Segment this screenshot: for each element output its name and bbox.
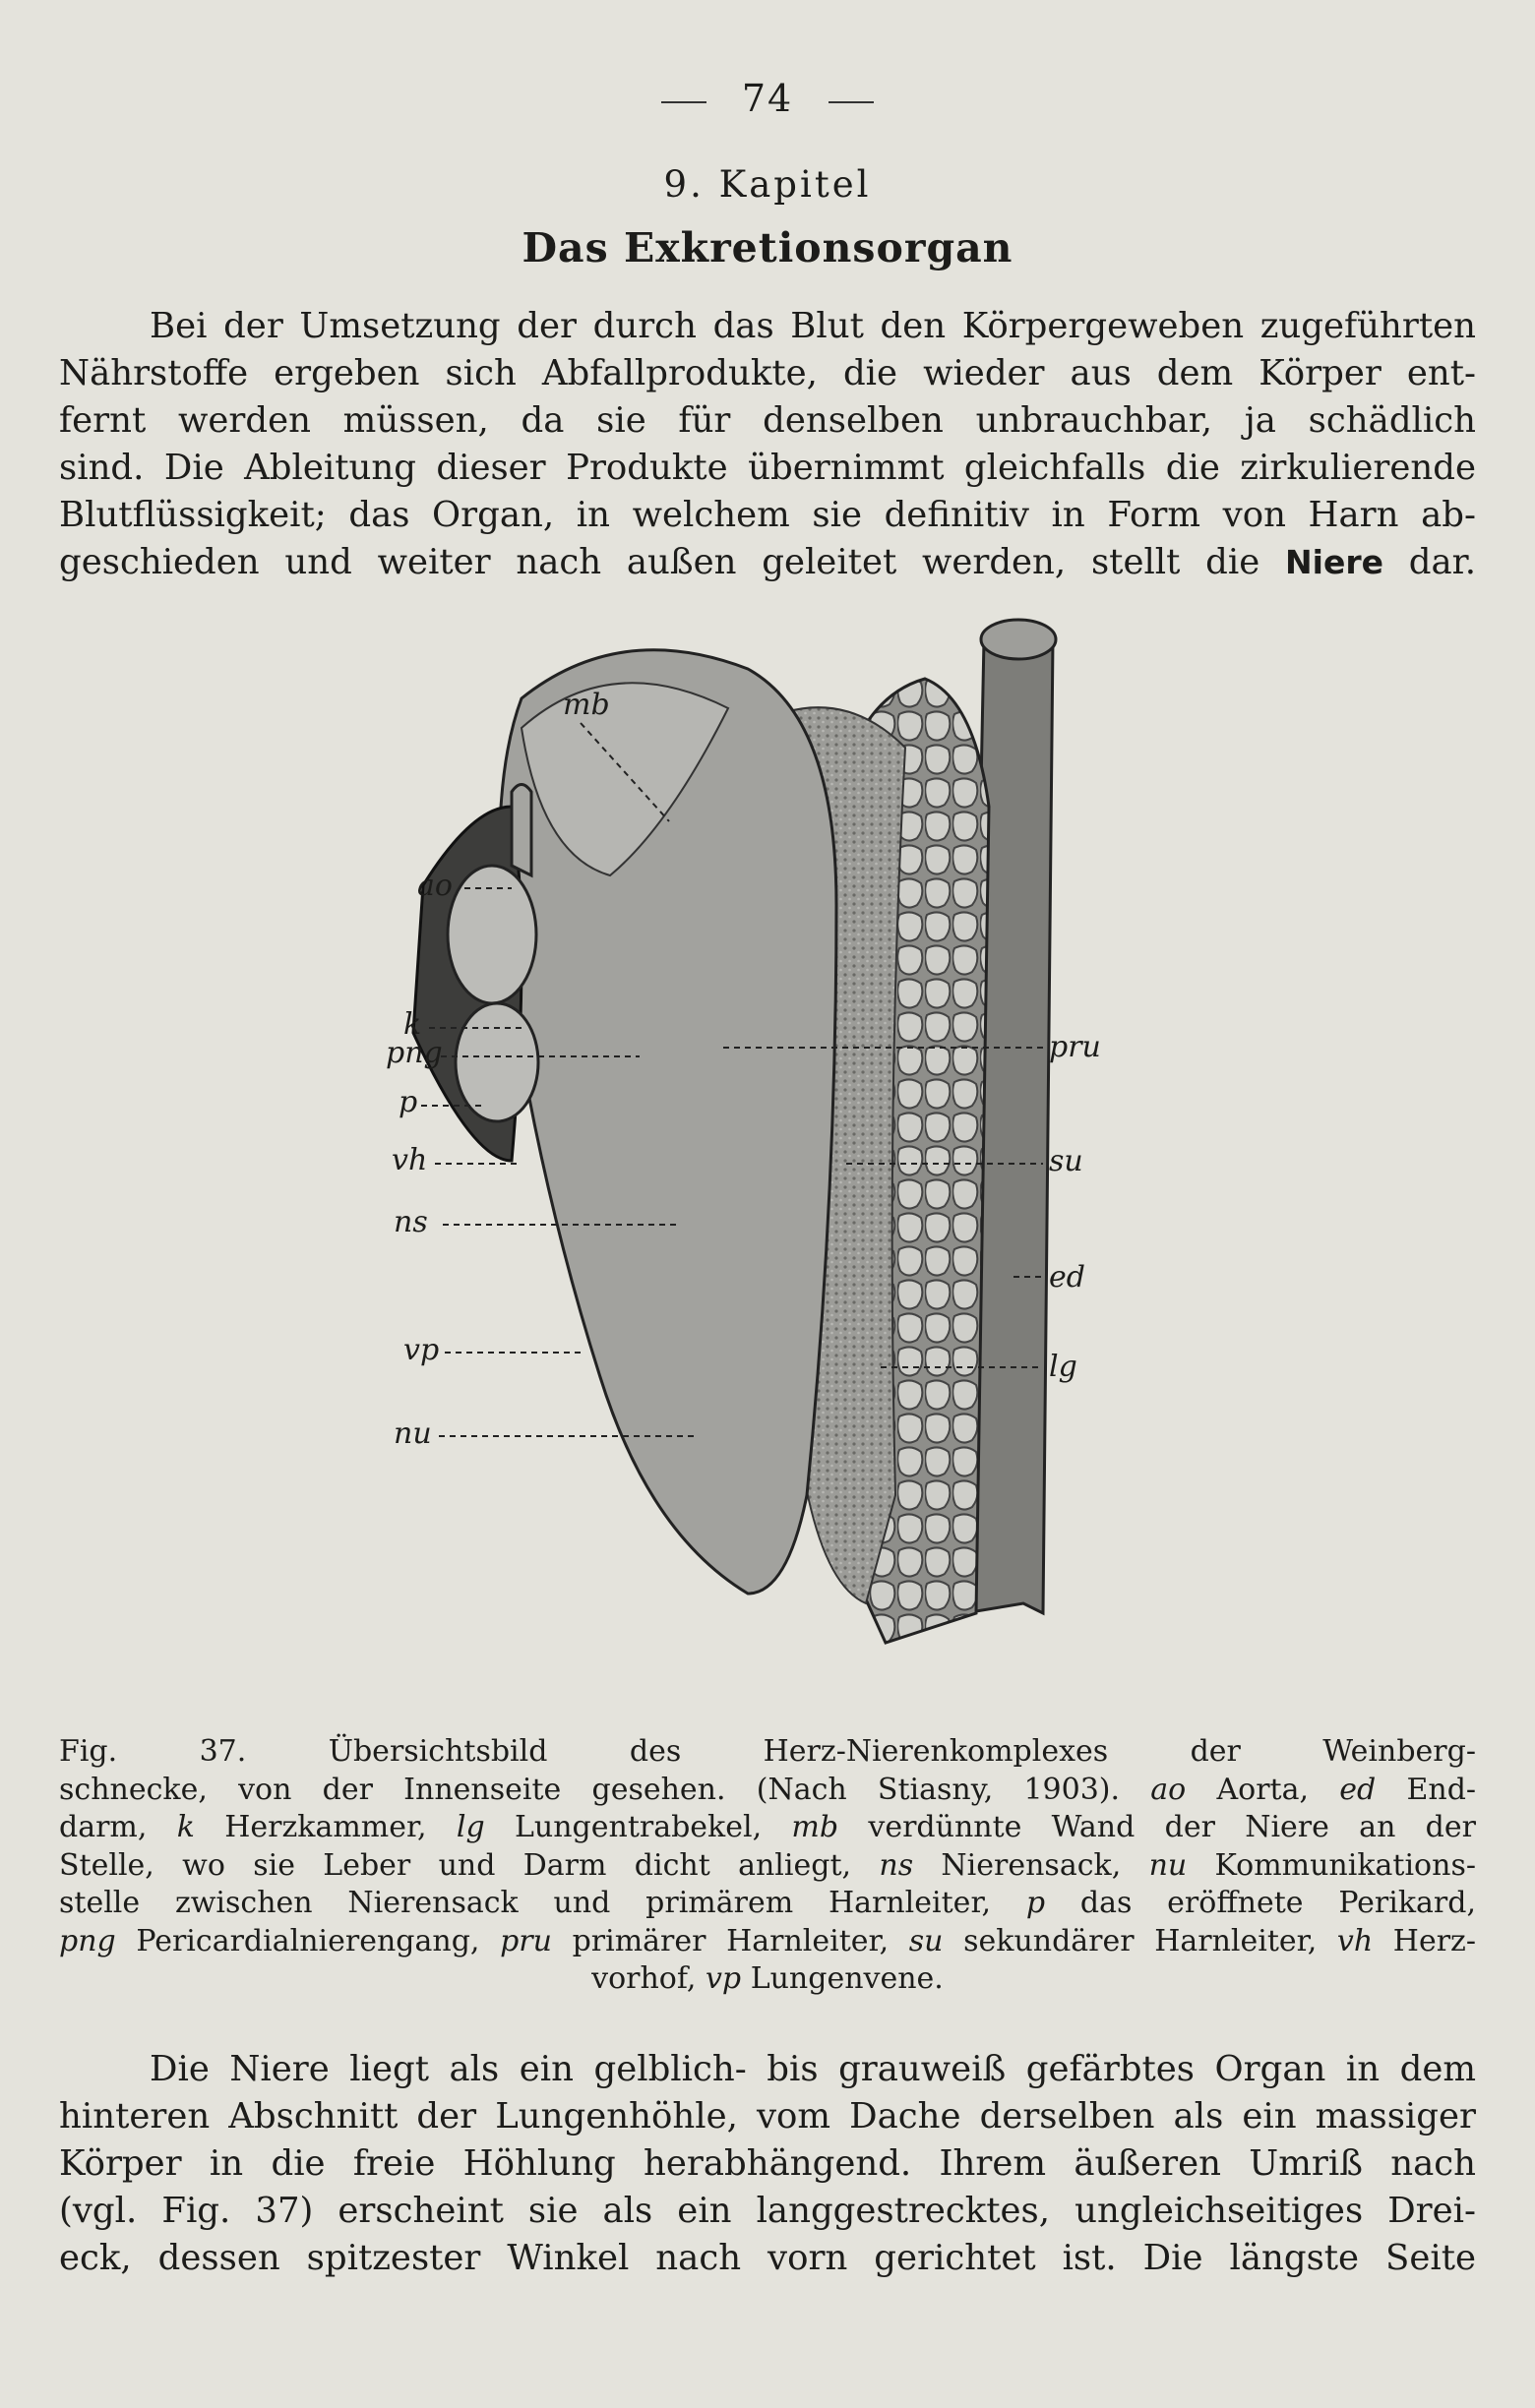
caption-fragment: Herzkammer,: [224, 1810, 427, 1844]
caption-line: [59, 1772, 1476, 1810]
caption-fragment: primärer Harnleiter,: [572, 1923, 890, 1958]
label-png: png: [386, 1036, 443, 1070]
abbr: png: [59, 1923, 116, 1958]
caption-fragment: Lungenvene.: [750, 1961, 944, 1996]
heart-chamber: [448, 866, 536, 1003]
text-fragment: dar.: [1408, 542, 1476, 582]
caption-fragment: sekundärer Harnleiter,: [963, 1923, 1318, 1958]
text-line: [59, 539, 1476, 586]
caption-fragment: Kommunikations-: [1214, 1847, 1476, 1883]
caption-fragment: Aorta,: [1216, 1772, 1310, 1807]
caption-line: [59, 1809, 1476, 1847]
section-title: Das Exkretionsorgan: [522, 224, 1013, 271]
bold-term: Niere: [1285, 543, 1383, 581]
label-ns: ns: [394, 1205, 428, 1239]
caption-fragment: darm,: [59, 1810, 148, 1844]
text-fragment: geschieden und weiter nach außen geleitet werden, stellt die: [59, 542, 1260, 582]
caption-line: [59, 1885, 1476, 1923]
heart-atrium: [456, 1003, 538, 1121]
figure-caption: [59, 1733, 1476, 1999]
page-number: [0, 77, 1535, 120]
caption-fragment: das eröffnete Perikard,: [1079, 1886, 1476, 1920]
abbr: mb: [791, 1810, 839, 1844]
abbr: lg: [456, 1810, 485, 1844]
label-mb: mb: [563, 688, 610, 722]
text-line: Nährstoffe ergeben sich Abfallprodukte, die wieder aus dem Körper ent-: [59, 353, 1476, 393]
text-line: Körper in die freie Höhlung herabhängend. Ihrem äußeren Umriß nach: [59, 2143, 1476, 2184]
text-line: fernt werden müssen, da sie für denselben unbrauchbar, ja schädlich: [59, 400, 1476, 441]
label-nu: nu: [394, 1416, 432, 1451]
abbr: k: [176, 1810, 195, 1844]
abbr: nu: [1148, 1847, 1188, 1883]
abbr: pru: [500, 1923, 552, 1958]
label-su: su: [1049, 1144, 1083, 1178]
text-line: Bei der Umsetzung der durch das Blut den Körpergeweben zugeführten: [150, 306, 1476, 346]
abbr: p: [1025, 1886, 1046, 1920]
text-line: (vgl. Fig. 37) erscheint sie als ein langgestrecktes, ungleichseitiges Drei-: [59, 2191, 1476, 2231]
caption-line: [59, 1847, 1476, 1886]
page-number-text: 74: [741, 77, 794, 120]
caption-fragment: stelle zwischen Nierensack und primärem Harnleiter,: [59, 1886, 992, 1920]
abbr: ao: [1150, 1772, 1187, 1807]
label-ao: ao: [417, 869, 453, 903]
caption-fragment: Lungentrabekel,: [514, 1810, 763, 1844]
caption-fragment: verdünnte Wand der Niere an der: [868, 1810, 1476, 1844]
label-pru: pru: [1049, 1030, 1101, 1064]
text-line: eck, dessen spitzester Winkel nach vorn gerichtet ist. Die längste Seite: [59, 2238, 1476, 2278]
abbr: vh: [1336, 1923, 1374, 1958]
abbr: ns: [879, 1847, 914, 1883]
caption-fragment: Herz-: [1392, 1923, 1476, 1958]
caption-line: [59, 1960, 1476, 1999]
aorta: [512, 785, 531, 876]
label-ed: ed: [1049, 1260, 1085, 1294]
caption-line: Fig. 37. Übersichtsbild des Herz-Nierenkomplexes der Weinberg-: [59, 1734, 1476, 1769]
label-lg: lg: [1049, 1350, 1077, 1384]
text-line: Blutflüssigkeit; das Organ, in welchem sie definitiv in Form von Harn ab-: [59, 495, 1476, 535]
caption-line: [59, 1923, 1476, 1961]
caption-fragment: Pericardialnierengang,: [136, 1923, 480, 1958]
caption-fragment: vorhof,: [591, 1961, 697, 1996]
label-p: p: [399, 1085, 418, 1119]
caption-fragment: Nierensack,: [941, 1847, 1122, 1883]
text-line: sind. Die Ableitung dieser Produkte übernimmt gleichfalls die zirkulierende: [59, 448, 1476, 488]
abbr: vp: [705, 1961, 742, 1996]
paragraph-intro: [59, 303, 1476, 586]
label-k: k: [403, 1007, 422, 1042]
label-vp: vp: [403, 1333, 440, 1367]
text-line: hinteren Abschnitt der Lungenhöhle, vom Dache derselben als ein massiger: [59, 2096, 1476, 2137]
caption-fragment: End-: [1406, 1772, 1477, 1807]
caption-fragment: Stelle, wo sie Leber und Darm dicht anliegt,: [59, 1847, 852, 1883]
text-line: Die Niere liegt als ein gelblich- bis grauweiß gefärbtes Organ in dem: [150, 2049, 1476, 2089]
dash-right: [829, 101, 874, 103]
abbr: su: [908, 1923, 944, 1958]
figure-heart-kidney-complex: [374, 610, 1101, 1712]
paragraph-kidney-description: [59, 2046, 1476, 2282]
caption-fragment: schnecke, von der Innenseite gesehen. (Nach Stiasny, 1903).: [59, 1772, 1121, 1807]
label-vh: vh: [392, 1143, 428, 1177]
abbr: ed: [1339, 1772, 1377, 1807]
dash-left: [661, 101, 706, 103]
tube-opening: [981, 620, 1056, 659]
chapter-heading: 9. Kapitel: [663, 163, 872, 206]
